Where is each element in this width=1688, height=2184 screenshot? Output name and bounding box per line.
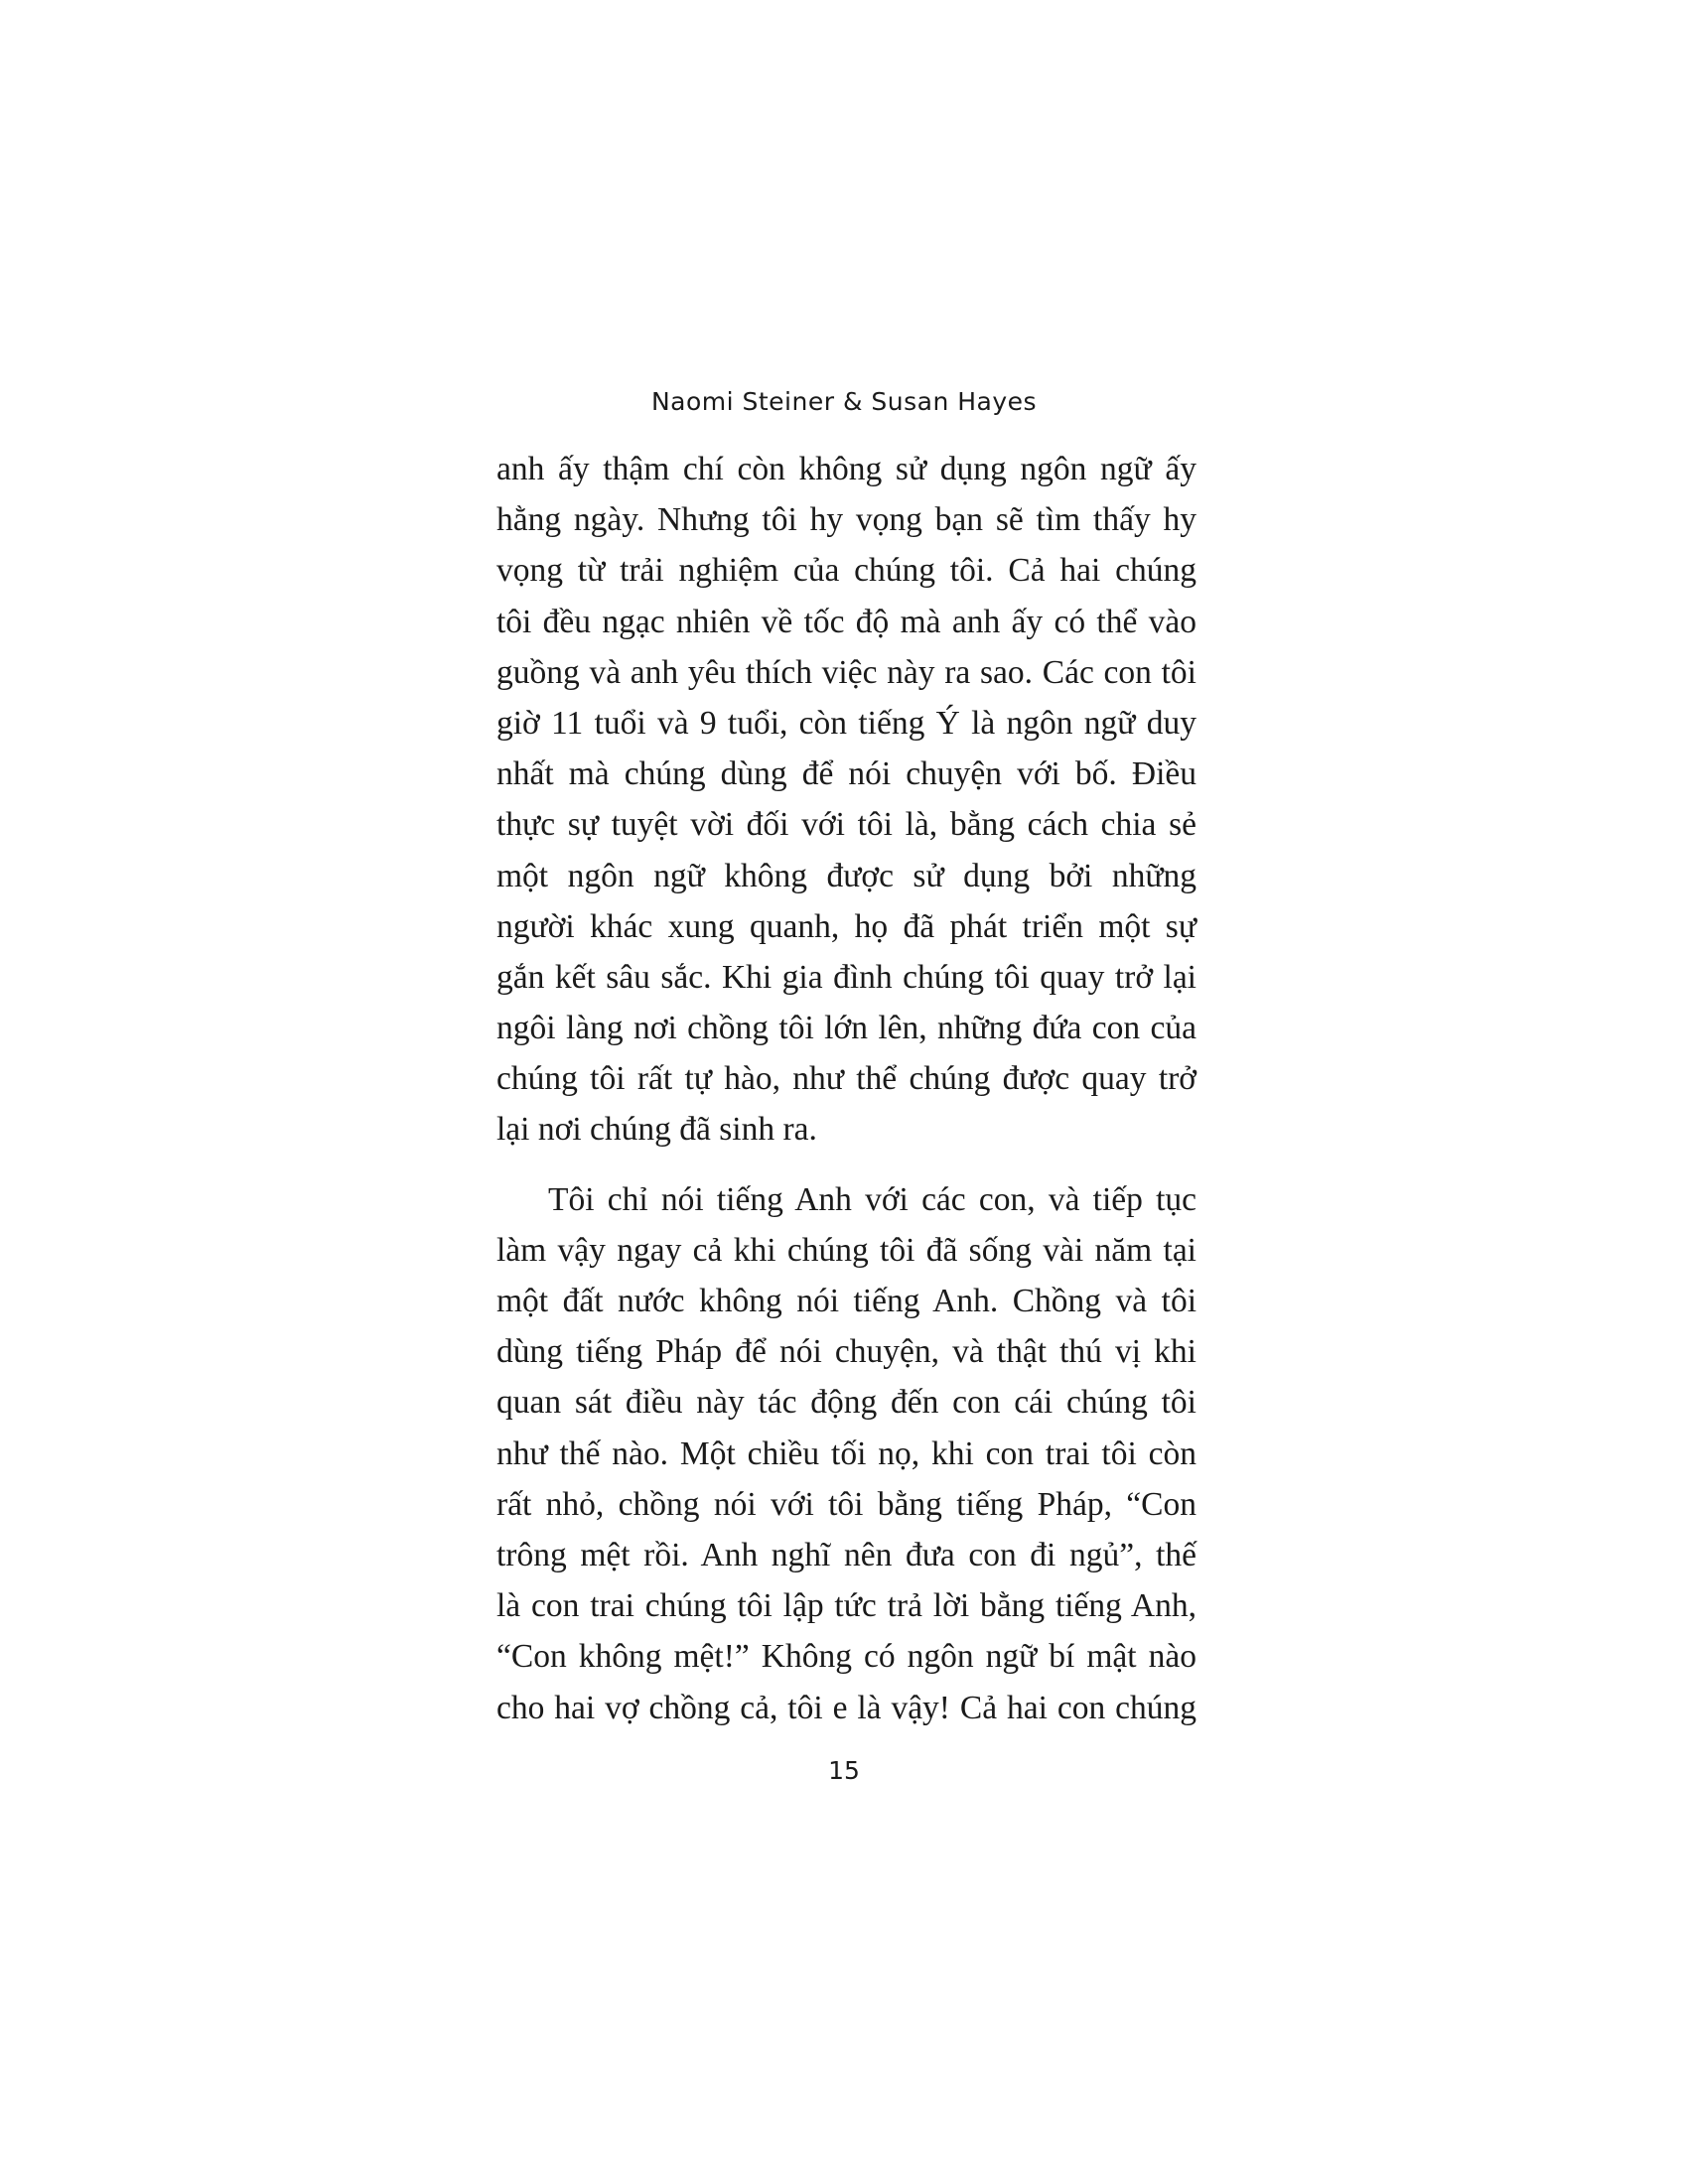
text-line: thực sự tuyệt vời đối với tôi là, bằng cách chia sẻ: [496, 806, 1196, 844]
text-line: ngôi làng nơi chồng tôi lớn lên, những đứa con của: [496, 1010, 1196, 1047]
text-line: như thế nào. Một chiều tối nọ, khi con trai tôi còn: [496, 1434, 1196, 1472]
text-line: người khác xung quanh, họ đã phát triển một sự: [496, 907, 1196, 945]
text-line: làm vậy ngay cả khi chúng tôi đã sống vài năm tại: [496, 1231, 1196, 1269]
text-line: vọng từ trải nghiệm của chúng tôi. Cả hai chúng: [496, 552, 1196, 590]
text-line: một đất nước không nói tiếng Anh. Chồng và tôi: [496, 1283, 1196, 1319]
text-line: một ngôn ngữ không được sử dụng bởi những: [496, 857, 1196, 894]
text-line: là con trai chúng tôi lập tức trả lời bằng tiếng Anh,: [496, 1587, 1196, 1625]
paragraph-2: [496, 1174, 1196, 1733]
page-number: 15: [828, 1756, 860, 1785]
text-line: anh ấy thậm chí còn không sử dụng ngôn ngữ ấy: [496, 451, 1196, 487]
text-line: trông mệt rồi. Anh nghĩ nên đưa con đi ngủ”, thế: [496, 1536, 1196, 1573]
text-line: rất nhỏ, chồng nói với tôi bằng tiếng Pháp, “Con: [496, 1485, 1196, 1523]
text-line: hằng ngày. Nhưng tôi hy vọng bạn sẽ tìm thấy hy: [496, 501, 1196, 539]
text-line: tôi đều ngạc nhiên về tốc độ mà anh ấy có thể vào: [496, 603, 1196, 640]
text-line: lại nơi chúng đã sinh ra.: [496, 1111, 817, 1149]
text-line: quan sát điều này tác động đến con cái chúng tôi: [496, 1384, 1196, 1422]
text-line: “Con không mệt!” Không có ngôn ngữ bí mật nào: [496, 1638, 1196, 1676]
text-line: dùng tiếng Pháp để nói chuyện, và thật thú vị khi: [496, 1333, 1196, 1371]
text-line: gắn kết sâu sắc. Khi gia đình chúng tôi quay trở lại: [496, 958, 1196, 996]
text-line: nhất mà chúng dùng để nói chuyện với bố. Điều: [496, 755, 1196, 793]
paragraph-1: [496, 444, 1196, 1156]
running-head: Naomi Steiner & Susan Hayes: [650, 387, 1038, 416]
text-line: guồng và anh yêu thích việc này ra sao. Các con tôi: [496, 653, 1196, 691]
body-text: [496, 444, 1196, 1733]
text-line: cho hai vợ chồng cả, tôi e là vậy! Cả hai con chúng: [496, 1689, 1196, 1726]
text-line: Tôi chỉ nói tiếng Anh với các con, và tiếp tục: [548, 1180, 1196, 1218]
text-line: chúng tôi rất tự hào, như thể chúng được quay trở: [496, 1060, 1196, 1098]
text-line: giờ 11 tuổi và 9 tuổi, còn tiếng Ý là ngôn ngữ duy: [496, 704, 1196, 742]
